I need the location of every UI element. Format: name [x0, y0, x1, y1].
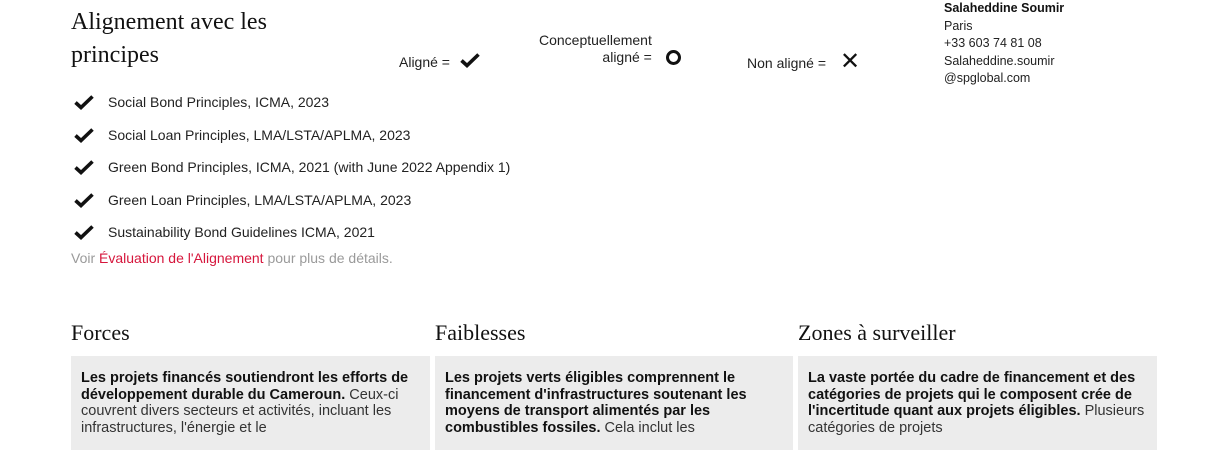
contact-phone[interactable]: +33 603 74 81 08: [944, 36, 1042, 50]
legend-not-aligned: [747, 47, 861, 75]
note-prefix: Voir: [71, 250, 100, 266]
weaknesses-box: [435, 356, 793, 450]
contact-city: Paris: [944, 18, 973, 33]
watch-areas-box: [798, 356, 1157, 450]
watch-areas-bold-text: La vaste portée du cadre de financement et des catégories de projets qui le composent crée de l'incertitude quant aux projets éligibles.: [808, 370, 1136, 419]
contact-block: [944, 0, 1064, 88]
strengths-text: Ceux-ci couvrent divers secteurs et activités, incluant les infrastructures, l'énergie et le: [81, 386, 399, 436]
contact-email-line2[interactable]: @spglobal.com: [944, 71, 1031, 85]
principle-label: Sustainability Bond Guidelines ICMA, 2021: [108, 224, 375, 241]
check-icon: [74, 159, 94, 175]
principle-label: Green Bond Principles, ICMA, 2021 (with June 2022 Appendix 1): [108, 159, 511, 176]
strengths-box: [71, 356, 430, 450]
check-icon: [74, 224, 94, 240]
strengths-bold-text: Les projets financés soutiendront les efforts de développement durable du Cameroun.: [81, 370, 409, 403]
principle-item: [74, 216, 510, 249]
note-suffix: pour plus de détails.: [263, 250, 393, 266]
check-icon: [460, 52, 480, 71]
cross-icon: ✕: [840, 47, 861, 75]
principle-label: Social Bond Principles, ICMA, 2023: [108, 94, 329, 111]
contact-name: Salaheddine Soumir: [944, 1, 1065, 15]
principle-item: [74, 119, 510, 152]
principle-label: Social Loan Principles, LMA/LSTA/APLMA, 2023: [108, 126, 411, 143]
legend-conceptually-aligned: [539, 32, 681, 66]
legend-aligned-label: Aligné =: [399, 54, 450, 70]
legend-conceptual-line2: aligné =: [602, 49, 652, 65]
watch-areas-heading: Zones à surveiller: [798, 320, 956, 345]
weaknesses-heading: Faiblesses: [435, 320, 526, 345]
check-icon: [74, 127, 94, 143]
legend-conceptual-line1: Conceptuellement: [539, 32, 652, 48]
principle-label: Green Loan Principles, LMA/LSTA/APLMA, 2023: [108, 191, 412, 208]
strengths-heading: Forces: [71, 320, 130, 345]
principles-list: [74, 86, 510, 249]
principle-item: [74, 86, 510, 119]
check-icon: [74, 94, 94, 110]
details-note: [71, 250, 393, 266]
watch-areas-text: Plusieurs catégories de projets: [808, 403, 1145, 436]
circle-icon: [666, 50, 681, 65]
contact-email-line1[interactable]: Salaheddine.soumir: [944, 53, 1055, 68]
check-icon: [74, 192, 94, 208]
weaknesses-bold-text: Les projets verts éligibles comprennent le financement d'infrastructures soutenant les moyens de transport alimentés par les combustibles fossiles.: [445, 370, 747, 436]
principle-item: [74, 184, 510, 217]
section-title: Alignement avec les principes: [71, 9, 267, 68]
contact-email[interactable]: [944, 53, 1064, 88]
legend-aligned: [399, 52, 480, 71]
principle-item: [74, 151, 510, 184]
legend-conceptual-label: [539, 32, 652, 66]
legend-not-aligned-label: Non aligné =: [747, 55, 827, 71]
weaknesses-text: Cela inclut les: [600, 419, 695, 436]
alignment-assessment-link[interactable]: Évaluation de l'Alignement: [99, 250, 264, 266]
